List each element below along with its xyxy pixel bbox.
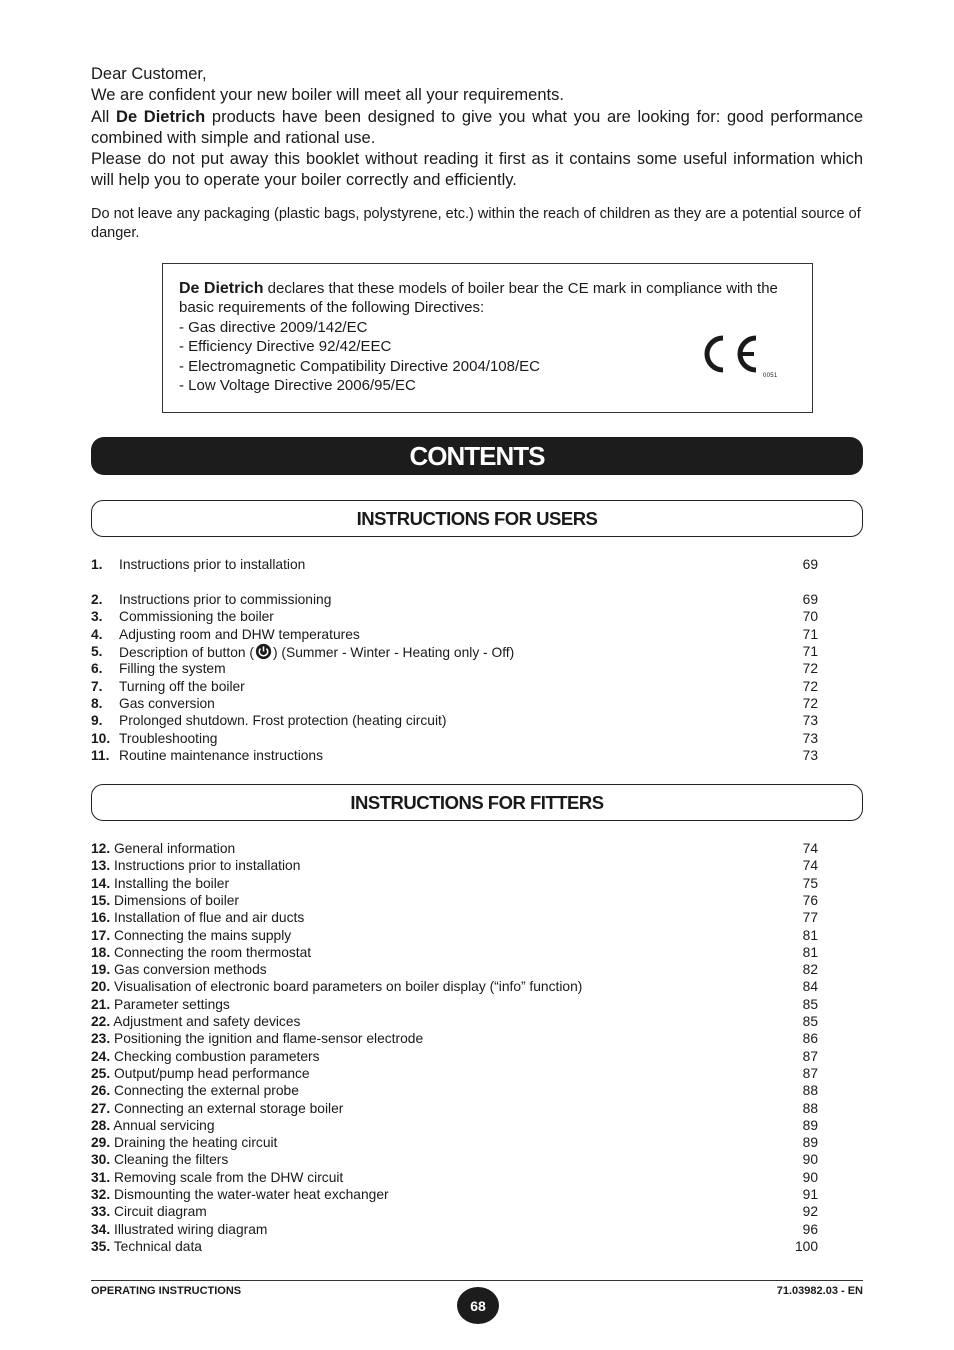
toc-number: 24. [91,1048,111,1064]
toc-title: Troubleshooting [119,731,218,746]
toc-row[interactable] [91,747,818,764]
toc-page: 70 [802,609,818,624]
toc-page: 100 [794,1238,818,1254]
ce-declaration-text: declares that these models of boiler bear the CE mark in compliance with the basic requirements of the following Directives: [179,280,778,317]
toc-title: Connecting an external storage boiler [114,1100,344,1116]
toc-row[interactable] [91,978,818,995]
toc-title: Visualisation of electronic board parameters on boiler display (“info” function) [114,979,583,995]
ce-mark-icon [701,334,781,378]
toc-title: Parameter settings [114,996,230,1012]
footer-doc-title: OPERATING INSTRUCTIONS [91,1285,242,1297]
toc-title: Routine maintenance instructions [119,748,324,763]
users-section-heading: INSTRUCTIONS FOR USERS [91,500,863,537]
toc-title: Adjustment and safety devices [113,1014,301,1029]
toc-row[interactable] [91,730,818,747]
toc-title: Instructions prior to commissioning [119,592,332,607]
toc-entry [91,944,311,961]
toc-number: 20. [91,979,111,995]
toc-title: Filling the system [119,661,226,676]
toc-entry [91,1238,202,1255]
intro-line-2: We are confident your new boiler will meet all your requirements. [91,86,564,105]
toc-row[interactable] [91,996,818,1013]
toc-title: Cleaning the filters [114,1152,229,1168]
toc-page: 76 [802,892,818,908]
toc-page: 81 [802,944,818,960]
toc-entry [91,1221,267,1238]
ce-declaration-box [162,263,813,413]
toc-entry [91,909,304,926]
toc-title: Checking combustion parameters [114,1048,320,1064]
toc-page: 91 [802,1187,818,1202]
ce-number: 0051 [763,373,778,379]
toc-row[interactable] [91,1065,818,1082]
toc-title: Instructions prior to installation [114,858,301,874]
toc-page: 71 [802,627,818,642]
toc-entry [91,857,300,874]
toc-entry [91,1117,215,1134]
toc-row[interactable] [91,840,818,857]
toc-number: 12. [91,841,111,856]
toc-number: 5. [91,644,103,659]
toc-number: 17. [91,927,111,943]
footer-divider [91,1280,863,1281]
toc-page: 96 [802,1221,818,1237]
toc-entry [91,1203,207,1220]
toc-row[interactable] [91,1100,818,1117]
toc-row[interactable] [91,1203,818,1220]
toc-page: 89 [802,1135,818,1151]
toc-row[interactable] [91,1030,818,1047]
toc-number: 23. [91,1031,111,1047]
toc-row[interactable] [91,909,818,926]
toc-title: Connecting the room thermostat [114,944,312,960]
toc-title: Positioning the ignition and flame-sensor electrode [114,1031,424,1047]
toc-page: 90 [802,1169,818,1185]
ce-declaration [179,279,779,318]
toc-number: 9. [91,713,103,728]
toc-number: 15. [91,892,111,908]
toc-entry [91,1082,299,1099]
toc-row[interactable] [91,927,818,944]
toc-entry [91,1151,228,1168]
toc-page: 85 [802,1014,818,1029]
toc-page: 73 [802,731,818,746]
toc-entry [91,961,267,978]
toc-page: 69 [802,557,818,572]
toc-title: Dimensions of boiler [114,892,240,908]
toc-number: 22. [91,1014,111,1029]
toc-page: 74 [802,841,818,856]
toc-page: 72 [802,696,818,711]
toc-entry [91,927,291,944]
toc-row[interactable] [91,1221,818,1238]
toc-number: 19. [91,962,111,978]
toc-page: 90 [802,1152,818,1168]
toc-entry [91,875,229,892]
toc-row[interactable] [91,1238,818,1255]
toc-page: 73 [802,748,818,763]
toc-entry [91,1065,310,1082]
toc-title: Turning off the boiler [119,679,245,694]
toc-row[interactable] [91,1186,818,1203]
toc-entry [91,1048,320,1065]
toc-entry [91,1186,389,1203]
toc-row[interactable] [91,1134,818,1151]
toc-number: 2. [91,592,103,607]
toc-row[interactable] [91,961,818,978]
toc-page: 84 [802,979,818,995]
toc-entry [91,1100,343,1117]
toc-entry [91,996,230,1013]
directive-item: - Efficiency Directive 92/42/EEC [179,338,392,356]
toc-entry [91,840,235,857]
toc-page: 77 [802,910,818,926]
toc-number: 8. [91,696,103,711]
toc-number: 34. [91,1221,111,1237]
toc-entry [91,1169,343,1186]
toc-page: 87 [802,1048,818,1064]
toc-number: 26. [91,1083,111,1099]
page-number-badge: 68 [457,1287,499,1324]
toc-row[interactable] [91,608,818,625]
toc-page: 81 [802,927,818,943]
intro-line-3-post: products have been designed to give you what you are looking for: good performance combined with simple and rational use. [91,107,864,147]
toc-title: Installation of flue and air ducts [114,910,305,926]
toc-row[interactable] [91,1117,818,1134]
toc-number: 35. [91,1238,111,1254]
toc-title: Prolonged shutdown. Frost protection (heating circuit) [119,713,447,728]
toc-number: 6. [91,661,103,676]
intro-text [91,64,863,192]
intro-line-3 [91,107,863,150]
toc-row[interactable] [91,1151,818,1168]
toc-title [119,643,514,661]
toc-title: Draining the heating circuit [114,1135,278,1151]
contents-heading: CONTENTS [91,437,863,475]
toc-page: 72 [802,679,818,694]
toc-number: 10. [91,731,111,746]
toc-row[interactable] [91,660,818,677]
toc-row[interactable] [91,712,818,729]
toc-page: 75 [802,875,818,891]
ce-brand: De Dietrich [179,280,264,297]
safety-warning: Do not leave any packaging (plastic bags, polystyrene, etc.) within the reach of children as they are a potential source of danger. [91,206,861,241]
toc-page: 88 [802,1100,818,1116]
toc-entry [91,1030,423,1047]
toc-number: 28. [91,1117,111,1133]
toc-row[interactable] [91,643,818,660]
footer-doc-code: 71.03982.03 - EN [776,1285,863,1297]
toc-row[interactable] [91,556,818,573]
toc-title: Removing scale from the DHW circuit [114,1169,344,1185]
toc-page: 92 [802,1204,818,1220]
toc-title: Gas conversion methods [114,962,267,978]
toc-entry [91,892,239,909]
toc-entry [91,978,582,995]
fitters-section-heading: INSTRUCTIONS FOR FITTERS [91,784,863,821]
directive-item: - Electromagnetic Compatibility Directive 2004/108/EC [179,357,540,375]
toc-page: 82 [802,962,818,978]
toc-number: 3. [91,609,103,624]
toc-page: 71 [802,644,818,659]
toc-title-pre: Description of button ( [119,645,254,660]
toc-row[interactable] [91,1013,818,1030]
toc-row[interactable] [91,892,818,909]
toc-number: 25. [91,1065,111,1081]
toc-row[interactable] [91,1082,818,1099]
toc-title: Gas conversion [119,696,215,711]
toc-title: General information [114,841,236,856]
toc-title-post: ) (Summer - Winter - Heating only - Off) [272,645,515,660]
toc-page: 88 [802,1083,818,1099]
toc-row[interactable] [91,591,818,608]
toc-title: Connecting the mains supply [114,927,292,943]
toc-number: 21. [91,996,111,1012]
toc-number: 29. [91,1135,111,1151]
directive-item: - Low Voltage Directive 2006/95/EC [179,377,416,395]
toc-title: Instructions prior to installation [119,557,306,572]
toc-row[interactable] [91,678,818,695]
toc-row[interactable] [91,626,818,643]
brand-name: De Dietrich [116,107,206,126]
toc-row[interactable] [91,695,818,712]
toc-title: Connecting the external probe [114,1083,299,1099]
toc-row[interactable] [91,1169,818,1186]
toc-page: 74 [802,858,818,874]
toc-number: 33. [91,1204,111,1220]
toc-title: Installing the boiler [114,875,230,891]
toc-number: 7. [91,679,103,694]
toc-entry [91,1013,300,1030]
toc-number: 32. [91,1187,111,1202]
toc-title: Circuit diagram [114,1204,207,1220]
toc-row[interactable] [91,944,818,961]
ce-logo-icon [701,334,761,374]
toc-page: 73 [802,713,818,728]
power-button-icon [255,643,272,660]
toc-title: Annual servicing [113,1117,215,1133]
toc-number: 1. [91,557,103,572]
intro-line-4: Please do not put away this booklet without reading it first as it contains some useful information which will help you to operate your boiler correctly and efficiently. [91,150,863,190]
toc-row[interactable] [91,875,818,892]
toc-page: 89 [802,1117,818,1133]
toc-page: 85 [802,996,818,1012]
toc-title: Commissioning the boiler [119,609,274,624]
toc-number: 30. [91,1152,111,1168]
toc-number: 18. [91,944,111,960]
toc-title: Illustrated wiring diagram [114,1221,268,1237]
toc-page: 87 [802,1065,818,1081]
greeting: Dear Customer, [91,65,207,83]
toc-title: Output/pump head performance [114,1065,310,1081]
toc-row[interactable] [91,1048,818,1065]
toc-number: 13. [91,858,111,874]
toc-number: 14. [91,875,111,891]
toc-number: 16. [91,910,111,926]
toc-entry [91,1134,277,1151]
toc-page: 86 [802,1031,818,1047]
toc-page: 72 [802,661,818,676]
toc-number: 27. [91,1100,111,1116]
toc-row[interactable] [91,857,818,874]
toc-title: Technical data [113,1238,202,1254]
toc-number: 11. [91,748,110,763]
directive-item: - Gas directive 2009/142/EC [179,318,368,336]
toc-number: 31. [91,1169,111,1185]
toc-number: 4. [91,627,103,642]
toc-page: 69 [802,592,818,607]
toc-title: Adjusting room and DHW temperatures [119,627,360,642]
intro-line-3-pre: All [91,107,117,126]
toc-title: Dismounting the water-water heat exchanger [114,1187,389,1202]
